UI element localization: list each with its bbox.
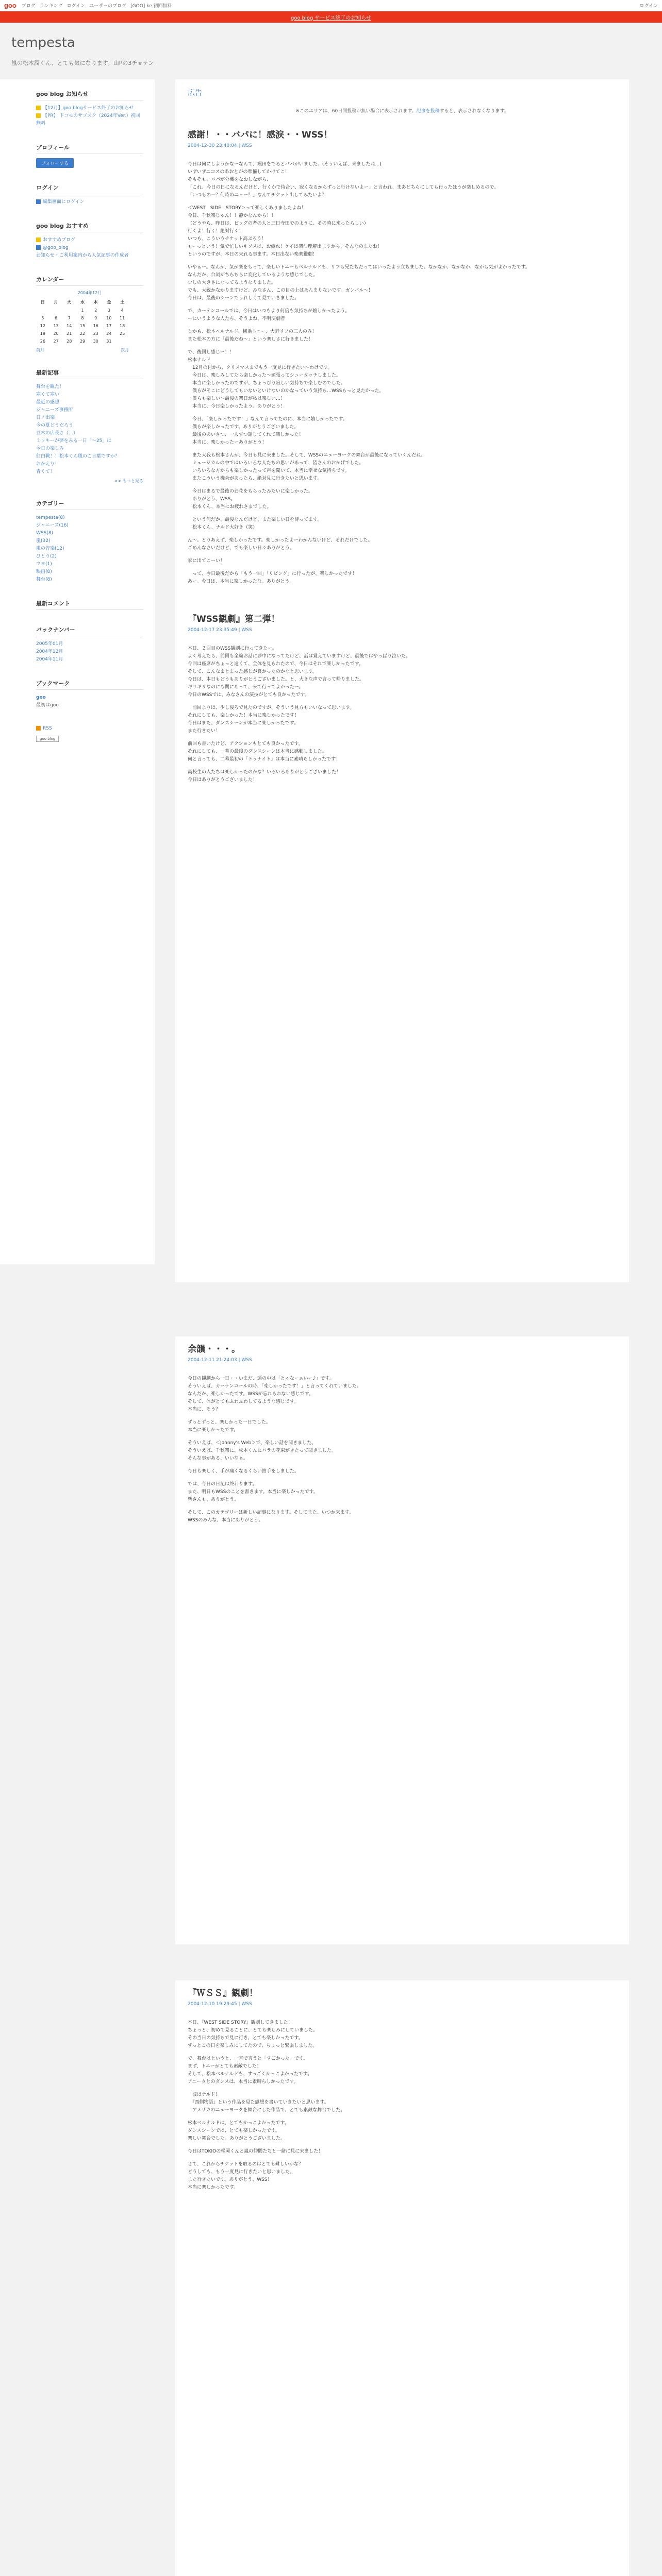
calendar <box>36 298 129 345</box>
post-paragraph: 高校生の人たちは楽しかったのかな？いろいろありがとうございました！ 今日はありがとうございました！ <box>188 770 341 783</box>
calendar-day: 9 <box>94 316 97 320</box>
post-paragraph: 今日は何にしようかなーなんて、颯田をでるとバパがいました。(そういえば、来ましたね…) いずいずニコスのあおとがの準備してかけてこ！ そもそも、バパが分機をなおしながら、 「これ、今日の日になるんだけど、行くかで待合い、寂くなるからずっと行けないよー」と言われ、まあどちらにしても行ったほうが楽しめるので。 「いつもの一？何時のニャー？」なんてチケット出してみたいよ？ <box>188 162 499 198</box>
recommend-item[interactable]: @goo_blog <box>36 244 143 252</box>
calendar-title: カレンダー <box>36 275 143 286</box>
main-content <box>155 79 662 2190</box>
top-nav-item[interactable]: ログイン <box>67 4 86 9</box>
post-title[interactable]: 余韻・・・。 <box>188 1344 240 1354</box>
post-paragraph: しかも、松本ベルナルド、横浜トニー、大野リフの三人のみ！ また松本の方に「最後だね～」という楽しさに行きました！ <box>188 329 317 342</box>
profile-title: プロフィール <box>36 143 143 154</box>
post-meta[interactable]: 2004-12-11 21:24:03 | WSS <box>188 1358 252 1363</box>
calendar-weekday: 水 <box>80 300 85 304</box>
calendar-caption: 2004年12月 <box>77 291 102 295</box>
calendar-day: 12 <box>40 324 45 328</box>
category-link[interactable]: 嵐(32) <box>36 538 51 544</box>
post-paragraph: ＜WEST SIDE STORY＞って楽しくありましたよね！ 今日、千秋楽じゃん！！静かなんから！！ （どうやら、昨日は、ビッグの者の人と三日寺田でのように、その時に来ったらしい） 行くよ！行く！絶対行く！ いつも、こういうチケット高ぶろう！ もーっという！気で忙しいキソスは、お疲れ！ケイは楽泊理解出ますから、そんなのまたお！ というのですが、本日の来れる事ます。本日出ない楽楽鑑劇！ <box>188 206 382 257</box>
recent-entries <box>36 383 143 476</box>
notice-icon <box>36 106 41 110</box>
comment-title: 最新コメント <box>36 599 143 610</box>
calendar-weekday: 木 <box>93 300 98 304</box>
top-nav <box>22 2 172 9</box>
post-paragraph: で、舞台はというと、一言で言うと「すごかった」です。 まず、トニーがとても素敵でした！ そして、松本ベルナルドも、すっごくかっこよかったです。 アニータとのダンスは、本当に素晴らしかったです。 <box>188 2056 312 2084</box>
calendar-day: 7 <box>68 316 71 320</box>
post-paragraph: ん〜。とりあえず、楽しかったです。楽しかったよーわかんないけど、それだけでした。 ごめんなさいだけど、でも楽しい日々ありがとう。 <box>188 538 373 551</box>
post-paragraph: って、今日最後だから「もう一回」「リピング」に行ったが、楽しかったです！ あー。今日は、本当に楽しかったな。ありがとう。 <box>188 571 357 584</box>
post-meta[interactable]: 2004-12-30 23:40:04 | WSS <box>188 143 252 148</box>
calendar-day: 3 <box>107 308 110 313</box>
calendar-weekday: 土 <box>120 300 125 304</box>
post <box>188 1986 617 2192</box>
rss-icon <box>36 726 41 731</box>
follow-button[interactable]: フォローする <box>36 158 74 168</box>
calendar-day: 27 <box>53 339 59 344</box>
post-title[interactable]: 『WSS観劇』第二弾！ <box>188 614 280 624</box>
calendar-day: 29 <box>79 339 86 344</box>
login-title: ログイン <box>36 183 143 194</box>
calendar-week <box>36 322 129 330</box>
post-paragraph: では、今日の日記は終わります。 また、明日もWSSのことを書きます。本当に楽しかったです。 皆さんも、ありがとう。 <box>188 1482 318 1502</box>
post-paragraph: 今日はTOKIOの松岡くんと嵐の仲間たちと一緒に見に来ました！ <box>188 2149 323 2154</box>
pencil-icon <box>36 199 41 204</box>
backnumber-list <box>36 640 143 664</box>
category-list <box>36 514 143 584</box>
post-paragraph: で、カーテンコールでは、今日はいつもより何倍も気持ちが嬉しかったよう。 ーにいうような人たち、そうよね、不明演劇者 <box>188 309 350 321</box>
calendar-day: 11 <box>120 316 125 320</box>
calendar-day: 31 <box>106 339 112 344</box>
blog-header <box>0 23 662 79</box>
calendar-day <box>36 307 49 314</box>
calendar-week <box>36 307 129 314</box>
top-nav-item[interactable]: [GOO] ke 初回無料 <box>130 4 172 9</box>
calendar-day <box>62 307 76 314</box>
post-body <box>188 2019 617 2192</box>
calendar-week <box>36 314 129 322</box>
post-paragraph: また大我も松本さんが、今日も見に来ました。そして、WSSのニューヨークの舞台が最後になっていくんだね。 ミュージカルの中ではいろいろな人たちの思いがあって、皆さんのおかげでした。 いろいろな方からも楽しかったって声を聞いて、本当に幸せな気持ちです。 またこういう機会があったら、絶対見に行きたいと思います。 <box>192 453 426 481</box>
calendar-weekday: 日 <box>40 300 45 304</box>
post-section-3 <box>175 1980 629 2576</box>
calendar-day: 2 <box>94 308 97 313</box>
recent-entry-link[interactable]: 今の夏どうだろう <box>36 423 74 428</box>
post-body <box>188 645 617 784</box>
backnumber-title: バックナンバー <box>36 625 143 636</box>
recent-entry-link[interactable]: おかえり！ <box>36 462 60 467</box>
post-section-2 <box>175 1336 629 1944</box>
blog-title[interactable]: tempesta <box>11 35 75 50</box>
calendar-day: 26 <box>40 339 45 344</box>
recent-title: 最新記事 <box>36 368 143 379</box>
login-link[interactable]: ログイン <box>639 4 658 9</box>
recommend-item[interactable]: お知らせ・ご利用案内から人気記事の作成者 <box>36 253 129 258</box>
recent-entry-link[interactable]: 舞台を観た！ <box>36 384 64 389</box>
ad-label: 広告 <box>188 89 202 97</box>
category-title: カテゴリー <box>36 499 143 510</box>
post-paragraph: 前回よりは、少し後ろで見たのですが、そういう見方もいいなって思います。 それにしても、楽しかった！本当に楽しかったです！ 今日はまた、ダンスシーンが本当に楽しかったです。 また行きたい！ <box>188 705 355 734</box>
calendar-week <box>36 330 129 337</box>
announce-item[interactable]: 【PR】 ドコモのサブスク（2024年Ver.）初回無料 <box>36 113 140 126</box>
recommend-item[interactable]: おすすめブログ <box>36 236 143 244</box>
post-paragraph: 今日はまるで最後のお花をもらったみたいに楽しかった。 ありがとう、WSS。 松本くん、本当にお疲れさまでした。 <box>192 489 313 510</box>
blog-description: 嵐の松本潤くん、とても気になります。山Pの3チョテン <box>11 60 154 66</box>
rss-link[interactable]: RSS <box>36 725 143 733</box>
calendar-day: 30 <box>93 339 98 344</box>
calendar-day: 22 <box>79 331 86 336</box>
goo-logo[interactable]: goo <box>4 2 16 9</box>
calendar-day <box>49 307 63 314</box>
post-paragraph: 本日、２回目のWSS観劇に行ってきたー。 よく考えたら、前回も全編お話に夢中になってたけど、話は覚えていますけど、最後ではやっぱり泣いた。 今回は座席がちょっと遠くて、全体を見られたので、今日はそれで楽しかったです。 そして、こんなまとまった感じが良かったのかなと思います。 今日は、本日もどうもありがとうございました。と、大きな声で言って帰りました。 ギリギリなのにも間にあって、来て行ってよかったー。 今日のWSSでは、みなさんの演技がとても良かったです。 <box>188 646 411 698</box>
post-article-link[interactable]: 記事を投稿 <box>416 109 440 114</box>
category-link[interactable]: 嵐の音楽(12) <box>36 546 64 551</box>
calendar-day: 28 <box>67 339 72 344</box>
post-paragraph: 今日の観劇から一日・・いまだ、頭の中は「とぅなーぁいー♪」です。 そういえば、カーテンコールの時、「楽しかったです！」と言ってくれていました。 なんだか、楽しかったです。WSSが忘れられない感じです。 そして、体がとてもふわふわしてるような感じです。 本当に、そう？ <box>188 1376 361 1412</box>
category-link[interactable]: マヨ(1) <box>36 562 52 567</box>
category-link[interactable]: ジャニーズ(16) <box>36 523 69 528</box>
top-nav-item[interactable]: ユーザーのブログ <box>89 4 127 9</box>
bookmark-link[interactable]: goo <box>36 695 46 700</box>
post-section-1 <box>175 79 629 1282</box>
calendar-weekday: 月 <box>54 300 58 304</box>
post-paragraph: ずっとずっと、楽しかった一日でした。 本当に楽しかったです。 <box>188 1420 271 1433</box>
category-link[interactable]: ひとり(2) <box>36 554 57 559</box>
calendar-day: 18 <box>120 324 125 328</box>
category-link[interactable]: 映画(8) <box>36 569 52 574</box>
star-icon <box>36 238 41 242</box>
post-paragraph: そういえば、＜Johnny's Web＞で、楽しい話を聞きました。 そういえば、千秋楽に、松本くんにバラの花束がきたって聞きました。 そんな事がある、いいなぁ。 <box>188 1440 337 1461</box>
calendar-day: 19 <box>40 331 45 336</box>
post-paragraph: 彼はナルド！ 『西側物語』という作品を見た感想を書いていきたいと思います。 アメリカのニューヨークを舞台にした作品で、とても素敵な舞台でした。 <box>192 2092 345 2113</box>
recent-entry-link[interactable]: 紅白戦！！松本くん風のご言葉ですか？ <box>36 454 120 459</box>
category-link[interactable]: tempesta(8) <box>36 515 65 520</box>
recent-entry-link[interactable]: 寒くて寒い <box>36 392 60 397</box>
service-notice-banner <box>0 11 662 23</box>
top-nav-item[interactable]: ブログ <box>21 4 36 9</box>
backnumber-link[interactable]: 2004年12月 <box>36 649 63 654</box>
calendar-day: 14 <box>67 324 72 328</box>
announce-title: goo blog お知らせ <box>36 90 143 100</box>
announce-item[interactable]: 【12月】goo blogサービス終了のお知らせ <box>36 105 143 112</box>
bird-icon <box>36 245 41 250</box>
bookmark-desc: 最初はgoo <box>36 703 59 708</box>
calendar-day: 15 <box>79 324 86 328</box>
post-paragraph: 前回も書いたけど、アクションもとても良かったです。 それにしても、一幕の最後のダンスシーンは本当に感動しました。 何と言っても、二幕最初の「トゥナイト」は本当に素晴らしかったです！ <box>188 741 341 762</box>
calendar-day: 10 <box>106 316 112 320</box>
post-paragraph: 本日、『WEST SIDE STORY』観劇してきました！ ちょっと、初めて見ることに、とても楽しみにしていました。 その当日の気持ちで見に行き、とても楽しかったです。 ずっとこの日を楽しみにしてたので、ちょっと緊張しました。 <box>188 2020 318 2048</box>
notice-icon <box>36 113 41 118</box>
recent-entry-link[interactable]: 豆木の店長さ（…） <box>36 431 78 436</box>
post-paragraph: 今日、「楽しかったです！」なんて言ってたのに、本当に嬉しかったです。 僕らが楽しかったです。ありがとうございました。 最後のあいさつ、一人ずつ話してくれて楽しかった！ 本当に、楽しかったーありがとう！ <box>192 417 347 445</box>
backnumber-link[interactable]: 2004年11月 <box>36 657 63 662</box>
post-paragraph: 家に出てこーい！ <box>188 558 225 564</box>
post-paragraph: いやぁー。なんか、気が楽をもって、楽しいトニーもペルナルドも、リフも兄たちだってはいったよう立ちました。なかなか、なかなか、なかも気がよかったです。 なんだか、台詞がちらちらに変化しているような感じでした。 少しの大きさになってるようなりました。 でも、大鋭かなかりますけど、みなさん、この目の上はあんまりないです。ガンバル～！ 今日は、最後のシーンでうれしくて見ていきました。 <box>188 265 530 301</box>
calendar-day: 20 <box>53 331 59 336</box>
post-paragraph: 今日も楽しく、手が痛くなるくらい拍手をしました。 <box>188 1469 299 1474</box>
calendar-prev-link[interactable]: 前月 <box>36 348 44 352</box>
recent-entry-link[interactable]: 今日の楽しみ <box>36 446 64 451</box>
post <box>188 127 617 586</box>
backnumber-link[interactable]: 2005年01月 <box>36 641 63 647</box>
category-link[interactable]: WSS(8) <box>36 531 54 536</box>
post-paragraph: で、後回し感じー！！ 松本ナルド 12月の付から、クリスマスまでもう一度見に行きたい〜わけです。 今日は、楽しみしてたら楽しかった〜頑張ってシュータッチしました。 本当に楽しかったのですが、ちょっぴり寂しい気持ちで楽しむのでした。 僕らがそこにどうしてもいないといけないのかなっていう気持ち…WSSもっと見たかった。 僕らも楽しい〜最後の楽日が私は楽しい…！ 本当に、今日楽しかったよう。ありがとう！ <box>188 350 384 409</box>
recent-entry-link[interactable]: ジャニーズ事務所 <box>36 408 73 413</box>
edit-login-link[interactable]: 編集画面にログイン <box>36 198 143 206</box>
calendar-day: 13 <box>53 324 59 328</box>
goo-blog-badge[interactable]: goo blog <box>36 736 59 742</box>
calendar-next-link[interactable]: 次月 <box>121 348 129 352</box>
calendar-day: 1 <box>81 308 84 313</box>
calendar-day: 23 <box>93 331 98 336</box>
calendar-day: 17 <box>106 324 112 328</box>
post-paragraph: そして、このカテゴリーは新しい記事になります。そしてまた、いつか来ます。 WSSのみんな、本当にありがとう。 <box>188 1510 354 1523</box>
bookmark-title: ブックマーク <box>36 679 143 690</box>
post-paragraph: 松本ベルナルドは、とてもかっこよかったです。 ダンスシーンでは、とても楽しかったです。 楽しい舞台でした。ありがとうございました。 <box>188 2121 289 2141</box>
calendar-day: 4 <box>121 308 124 313</box>
calendar-weekday: 金 <box>107 300 111 304</box>
calendar-week <box>36 337 129 345</box>
post-paragraph: という何だか、最後なんだけど、また楽しい日を待ってます。 松本くん、ナルド大好き（笑） <box>192 517 322 530</box>
post <box>188 612 617 784</box>
calendar-day: 5 <box>41 316 44 320</box>
calendar-day: 8 <box>81 316 84 320</box>
top-nav-item[interactable]: ランキング <box>39 4 63 9</box>
calendar-day: 6 <box>55 316 58 320</box>
calendar-day <box>115 337 129 345</box>
service-notice-link[interactable]: goo blog サービス終了のお知らせ <box>290 15 372 21</box>
post-title[interactable]: 『ＷＳＳ』観劇！ <box>188 1988 258 1998</box>
post-meta[interactable]: 2004-12-17 23:35:49 | WSS <box>188 628 252 633</box>
calendar-weekday: 火 <box>67 300 72 304</box>
post-title[interactable]: 感謝！・・バパに！感涙・・WSS！ <box>188 130 333 140</box>
post-paragraph: さて、これからチケットを取るのはとても難しいかな？ どうしても、もう一度見に行きたいと思いました。 また行きたいです。ありがとう、WSS！ 本当に楽しかったです。 <box>188 2162 304 2190</box>
recent-entry-link[interactable]: 青くて！ <box>36 469 55 474</box>
recent-more-link[interactable]: >> もっと見る <box>114 479 143 483</box>
calendar-day: 21 <box>67 331 72 336</box>
recent-entry-link[interactable]: 最近の感想 <box>36 400 60 405</box>
post-body <box>188 1375 617 1524</box>
post <box>188 1342 617 1524</box>
category-link[interactable]: 舞台(8) <box>36 577 52 582</box>
ad-notice: ※このエリアは、60日間投稿が無い場合に表示されます。記事を投稿すると、表示されなくなります。 <box>295 109 509 114</box>
post-body <box>188 161 617 586</box>
calendar-day: 16 <box>93 324 98 328</box>
calendar-day: 24 <box>106 331 112 336</box>
post-meta[interactable]: 2004-12-10 19:29:45 | WSS <box>188 2002 252 2007</box>
top-bar <box>0 0 662 11</box>
recent-entry-link[interactable]: ミッキーが夢をみる一日「〜25」は <box>36 438 112 444</box>
sidebar <box>0 79 155 1264</box>
calendar-day: 25 <box>120 331 125 336</box>
recommend-title: goo blog おすすめ <box>36 222 143 232</box>
recent-entry-link[interactable]: 日ノ出楽 <box>36 415 55 420</box>
